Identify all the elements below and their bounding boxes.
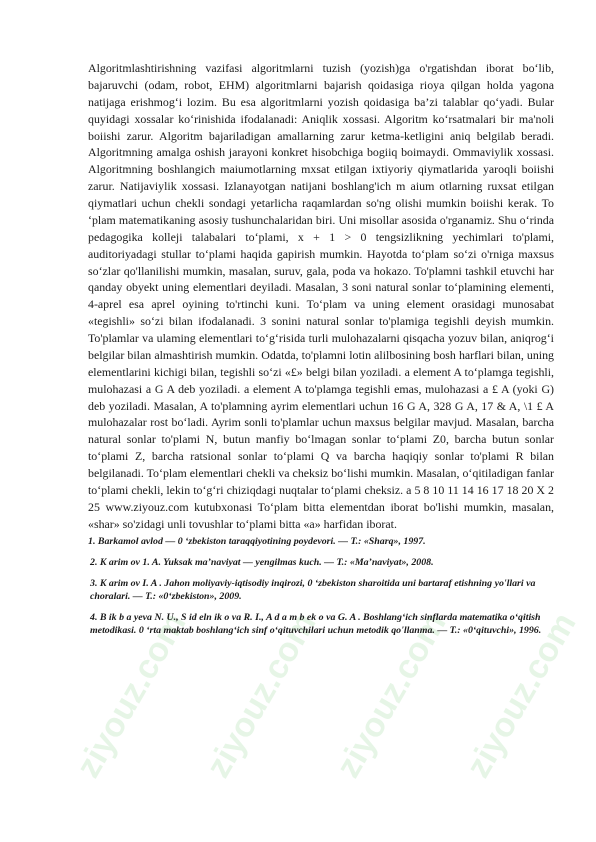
reference-item: 1. Barkamol avlod — 0 ‘zbekiston taraqqiyotining poydevori. — T.: «Sharq», 1997. xyxy=(88,535,426,547)
watermark-text: ziyouz.com xyxy=(329,606,454,784)
watermark-text: ziyouz.com xyxy=(69,606,194,784)
reference-item: 4. B ik b a yeva N. U., S id eln ik o va R. I., A d a m b ek o va G. A . Boshlang‘ich sinflarda matematika o‘qitish metodikasi. 0 ‘rta maktab boshlang‘ich sinf o‘qituvchilari uchun metodik qo'llanma. — T.: «0‘qituvchi», 1996. xyxy=(90,611,542,636)
reference-item: 3. K arim ov I. A . Jahon moliyaviy-iqtisodiy inqirozi, 0 ‘zbekiston sharoitida uni bartaraf etishning yo'llari va choralari. — T.: «0‘zbekiston», 2009. xyxy=(90,577,536,602)
reference-list xyxy=(88,535,554,637)
watermark-text: ziyouz.com xyxy=(459,606,584,784)
reference-item: 2. K arim ov 1. A. Yuksak ma’naviyat — yengilmas kuch. — T.: «Ma’naviyat», 2008. xyxy=(90,556,434,568)
watermark-text: ziyouz.com xyxy=(199,606,324,784)
body-paragraph: Algoritmlashtirishning vazifasi algoritmlarni tuzish (yozish)ga o'rgatishdan iborat bo‘lib, bajaruvchi (odam, robot, EHM) algoritmlarni bajarish qoidasiga rioya qilgan holda yagona natijaga erishmog‘i lozim. Bu esa algoritmlarni yozish qoidasiga ba’zi talablar qo‘yadi. Bular quyidagi xossalar ko‘rinishida ifodalanadi: Aniqlik xossasi. Algoritm ko‘rsatmalari bir ma'noli boiishi zarur. Algoritm bajariladigan amallarning zarur ketma-ketligini aniq belgilab beradi. Algoritmning amalga oshish jarayoni konkret hisobchiga bogiiq boimaydi. Ommaviylik xossasi. Algoritmning boshlangich maiumotlarning mxsat etilgan ixtiyoriy qiymatlarida yaroqli boiishi zarur. Natijaviylik xossasi. Izlanayotgan natijani boshlang'ich m aium otlarning ruxsat etilgan qiymatlari uchun chekli sondagi yetarlicha raqamlardan so'ng olishi mumkin boiishi kerak. To ‘plam matematikaning asosiy tushunchalaridan biri. Uni misollar asosida o'rganamiz. Shu o‘rinda pedagogika kolleji talabalari to‘plami, x + 1 > 0 tengsizlikning yechimlari to'plami, auditoriyadagi stullar to‘plami haqida gapirish mumkin. Hayotda to‘plam so‘zi o'rniga maxsus so‘zlar qo'llanilishi mumkin, masalan, suruv, gala, poda va hokazo. To'plamni tashkil etuvchi har qanday obyekt uning elementlari deyiladi. Masalan, 3 soni natural sonlar to‘plamining elementi, 4-aprel esa aprel oyining to'rtinchi kuni. To‘plam va uning element orasidagi munosabat «tegishli» so‘zi bilan ifodalanadi. 3 sonini natural sonlar to'plamiga tegishli deyish mumkin. To'plamlar va ulaming elementlari to‘g‘risida turli mulohazalarni qisqacha yozuv bilan, aniqrog‘i belgilar bilan almashtirish mumkin. Odatda, to'plamni lotin alilbosining bosh harflari bilan, uning elementlarini kichigi bilan, tegishli so‘zi «£» belgi bilan yoziladi. a element A to‘plamga tegishli, mulohazasi a G A deb yoziladi. a element A to'plamga tegishli emas, mulohazasi a £ A (yoki G) deb yoziladi. Masalan, A to'plamning ayrim elementlari uchun 16 G A, 328 G A, 17 & A, \1 £ A mulohazalar rost bo‘ladi. Ayrim sonli to'plamlar uchun maxsus belgilar mavjud. Masalan, barcha natural sonlar to'plami N, butun manfiy bo‘lmagan sonlar to‘plami Z0, barcha butun sonlar to‘plami Z, barcha ratsional sonlar to‘plami Q va barcha haqiqiy sonlar to'plami R bilan belgilanadi. To‘plam elementlari chekli va cheksiz bo‘lishi mumkin. Masalan, o‘qitiladigan fanlar to‘plami chekli, lekin to‘g‘ri chiziqdagi nuqtalar to‘plami cheksiz. a 5 8 10 11 14 16 17 18 20 X 2 25 www.ziyouz.com kutubxonasi To‘plam bitta elementdan iborat bo'lishi mumkin, masalan, «shar» so'zidagi unli tovushlar to‘plami bitta «a» harfidan iborat. xyxy=(88,61,554,531)
document-page xyxy=(88,60,554,645)
